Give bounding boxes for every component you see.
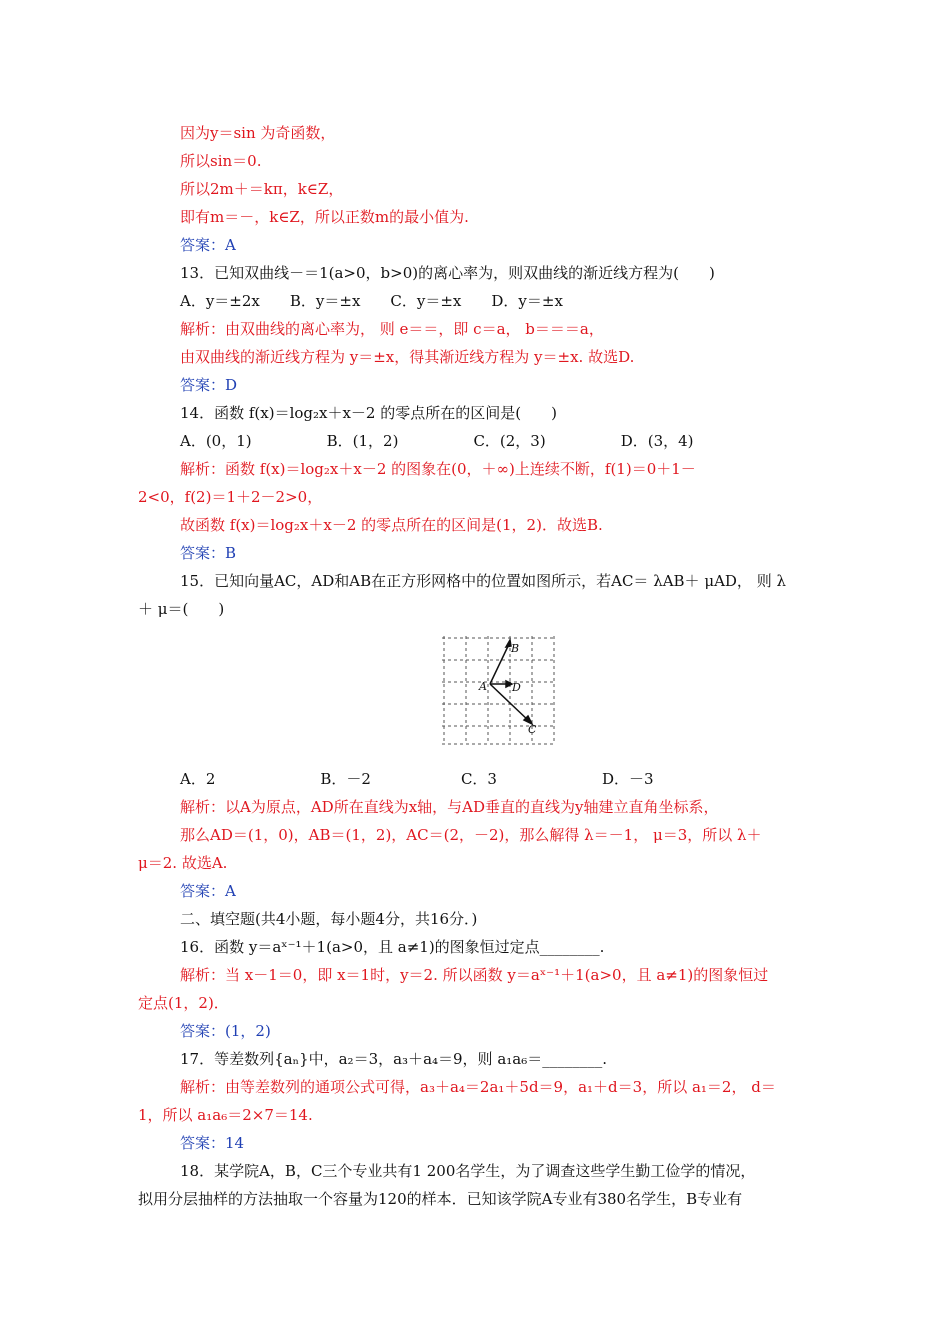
text-line: A．2 B．－2 C．3 D．－3 [180,770,654,788]
text-line: 解析：由双曲线的离心率为， 则 e＝＝，即 c＝a， b＝＝＝a， [180,320,604,338]
text-line: 解析：当 x－1＝0，即 x＝1时，y＝2. 所以函数 y＝aˣ⁻¹＋1(a>0，且 a≠1)的图象恒过 [180,966,769,984]
text-line: A．(0，1) B．(1，2) C．(2，3) D．(3，4) [180,432,694,450]
text-line: 所以2m＋＝kπ，k∈Z， [180,180,344,198]
text-line: 答案：A [180,236,236,254]
text-line: 那么AD＝(1，0)，AB＝(1，2)，AC＝(2，－2)，那么解得 λ＝－1， μ＝3，所以 λ＋ [180,826,762,844]
text-line: 由双曲线的渐近线方程为 y＝±x，得其渐近线方程为 y＝±x. 故选D. [180,348,635,366]
text-line: 解析：函数 f(x)＝log₂x＋x－2 的图象在(0，＋∞)上连续不断，f(1)＝0＋1－ [180,460,696,478]
text-line: 答案：(1，2) [180,1022,271,1040]
text-line: 14．函数 f(x)＝log₂x＋x－2 的零点所在的区间是( ) [180,404,557,422]
text-line: 解析：以A为原点，AD所在直线为x轴，与AD垂直的直线为y轴建立直角坐标系， [180,798,719,816]
text-line: 即有m＝－，k∈Z，所以正数m的最小值为. [180,208,469,226]
text-line: 解析：由等差数列的通项公式可得，a₃＋a₄＝2a₁＋5d＝9，a₁＋d＝3，所以 a₁＝2， d＝ [180,1078,776,1096]
vector-ab [490,642,510,684]
text-line: 因为y＝sin 为奇函数， [180,124,336,142]
text-line: 16．函数 y＝aˣ⁻¹＋1(a>0，且 a≠1)的图象恒过定点________. [180,938,605,956]
text-line: 答案：A [180,882,236,900]
text-line: 故函数 f(x)＝log₂x＋x－2 的零点所在的区间是(1，2)．故选B. [180,516,603,534]
text-line: 拟用分层抽样的方法抽取一个容量为120的样本．已知该学院A专业有380名学生，B专业有 [138,1190,743,1208]
text-line: 所以sin＝0. [180,152,262,170]
text-line: 15．已知向量AC，AD和AB在正方形网格中的位置如图所示，若AC＝ λAB＋ μAD， 则 λ [180,572,786,590]
text-line: ＋ μ＝( ) [138,600,225,618]
label-c: C [528,723,537,736]
text-line: A．y＝±2x B．y＝±x C．y＝±x D．y＝±x [180,292,563,310]
grid-lines [442,636,556,744]
text-line: 定点(1，2)． [138,994,229,1012]
label-d: D [512,681,521,694]
text-line: 答案：14 [180,1134,245,1152]
text-line: 1，所以 a₁a₆＝2×7＝14. [138,1106,313,1124]
text-line: μ＝2. 故选A. [138,854,228,872]
text-line: 答案：B [180,544,237,562]
text-line: 答案：D [180,376,238,394]
text-line: 17．等差数列{aₙ}中，a₂＝3，a₃＋a₄＝9，则 a₁a₆＝________. [180,1050,608,1068]
text-line: 13．已知双曲线－＝1(a>0，b>0)的离心率为，则双曲线的渐近线方程为( ) [180,264,715,282]
vector-grid-figure [440,634,558,746]
label-b: B [511,642,520,655]
text-line: 2<0，f(2)＝1＋2－2>0， [138,488,323,506]
text-line: 18．某学院A，B，C三个专业共有1 200名学生，为了调查这些学生勤工俭学的情况， [180,1162,756,1180]
label-a: A [479,680,487,693]
text-line: 二、填空题(共4小题，每小题4分，共16分．) [180,910,478,928]
